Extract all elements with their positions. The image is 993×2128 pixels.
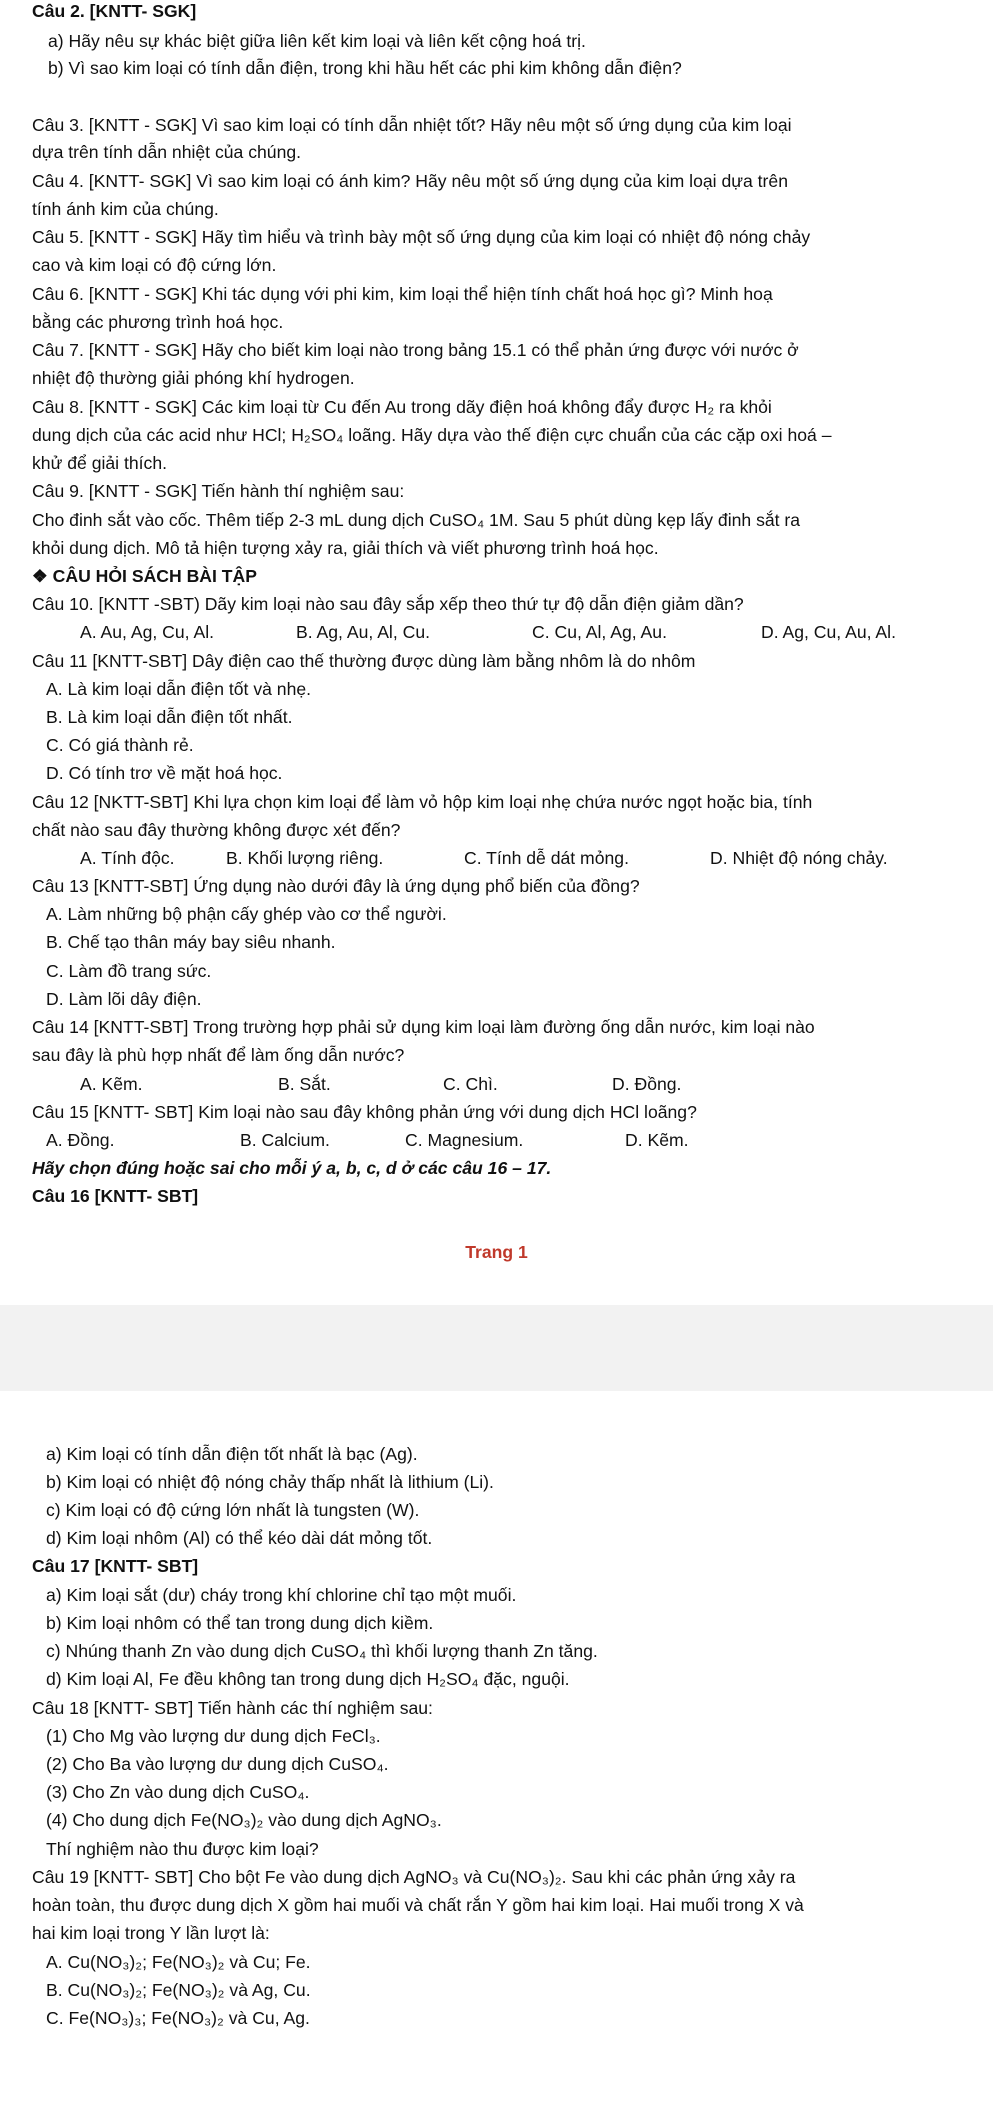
q8-line-3: khử để giải thích.: [32, 453, 168, 473]
page-footer: Trang 1: [465, 1242, 528, 1262]
section-heading-sbt: ❖ CÂU HỎI SÁCH BÀI TẬP: [32, 566, 257, 586]
q13-option-a: A. Làm những bộ phận cấy ghép vào cơ thể người.: [46, 904, 447, 924]
q4-line-2: tính ánh kim của chúng.: [32, 199, 219, 219]
q8-line-2: dung dịch của các acid như HCl; H₂SO₄ loãng. Hãy dựa vào thế điện cực chuẩn của các cặp oxi hoá –: [32, 425, 832, 445]
q12-option-c: C. Tính dễ dát mỏng.: [464, 848, 629, 868]
q7-line-1: Câu 7. [KNTT - SGK] Hãy cho biết kim loại nào trong bảng 15.1 có thể phản ứng được với nước ở: [32, 340, 799, 360]
q5-line-1: Câu 5. [KNTT - SGK] Hãy tìm hiểu và trình bày một số ứng dụng của kim loại có nhiệt độ nóng chảy: [32, 227, 811, 247]
q10-stem: Câu 10. [KNTT -SBT) Dãy kim loại nào sau đây sắp xếp theo thứ tự độ dẫn điện giảm dần?: [32, 594, 744, 614]
q17-heading: Câu 17 [KNTT- SBT]: [32, 1556, 199, 1576]
q14-option-a: A. Kẽm.: [80, 1074, 143, 1094]
q19-option-a: A. Cu(NO₃)₂; Fe(NO₃)₂ và Cu; Fe.: [46, 1952, 311, 1972]
true-false-instruction: Hãy chọn đúng hoặc sai cho mỗi ý a, b, c, d ở các câu 16 – 17.: [32, 1158, 552, 1178]
q15-option-c: C. Magnesium.: [405, 1130, 524, 1150]
q12-option-a: A. Tính độc.: [80, 848, 175, 868]
q10-option-c: C. Cu, Al, Ag, Au.: [532, 622, 667, 642]
q11-stem: Câu 11 [KNTT-SBT] Dây điện cao thế thường được dùng làm bằng nhôm là do nhôm: [32, 651, 696, 671]
q11-option-b: B. Là kim loại dẫn điện tốt nhất.: [46, 707, 293, 727]
page-2: [0, 1391, 993, 2128]
q16-item-a: a) Kim loại có tính dẫn điện tốt nhất là bạc (Ag).: [46, 1444, 418, 1464]
q13-option-d: D. Làm lõi dây điện.: [46, 989, 202, 1009]
q15-option-b: B. Calcium.: [240, 1130, 330, 1150]
q12-option-d: D. Nhiệt độ nóng chảy.: [710, 848, 888, 868]
q15-option-d: D. Kẽm.: [625, 1130, 689, 1150]
q9-line-1: Cho đinh sắt vào cốc. Thêm tiếp 2-3 mL dung dịch CuSO₄ 1M. Sau 5 phút dùng kẹp lấy đinh sắt ra: [32, 510, 801, 530]
q10-option-a: A. Au, Ag, Cu, Al.: [80, 622, 214, 642]
q18-item-1: (1) Cho Mg vào lượng dư dung dịch FeCl₃.: [46, 1726, 381, 1746]
q16-item-c: c) Kim loại có độ cứng lớn nhất là tungsten (W).: [46, 1500, 420, 1520]
q8-line-1: Câu 8. [KNTT - SGK] Các kim loại từ Cu đến Au trong dãy điện hoá không đẩy được H₂ ra khỏi: [32, 397, 772, 417]
q12-option-b: B. Khối lượng riêng.: [226, 848, 384, 868]
q14-option-b: B. Sắt.: [278, 1074, 331, 1094]
q7-line-2: nhiệt độ thường giải phóng khí hydrogen.: [32, 368, 355, 388]
q11-option-d: D. Có tính trơ về mặt hoá học.: [46, 763, 283, 783]
q3-line-2: dựa trên tính dẫn nhiệt của chúng.: [32, 142, 302, 162]
q11-option-a: A. Là kim loại dẫn điện tốt và nhẹ.: [46, 679, 312, 699]
q4-line-1: Câu 4. [KNTT- SGK] Vì sao kim loại có ánh kim? Hãy nêu một số ứng dụng của kim loại dựa trên: [32, 171, 788, 191]
q16-item-d: d) Kim loại nhôm (Al) có thể kéo dài dát mỏng tốt.: [46, 1528, 433, 1548]
q13-option-c: C. Làm đồ trang sức.: [46, 961, 212, 981]
q14-option-c: C. Chì.: [443, 1074, 498, 1094]
q19-option-c: C. Fe(NO₃)₃; Fe(NO₃)₂ và Cu, Ag.: [46, 2008, 310, 2028]
q12-stem-2: chất nào sau đây thường không được xét đến?: [32, 820, 401, 840]
q5-line-2: cao và kim loại có độ cứng lớn.: [32, 255, 277, 275]
q18-item-2: (2) Cho Ba vào lượng dư dung dịch CuSO₄.: [46, 1754, 389, 1774]
q6-line-2: bằng các phương trình hoá học.: [32, 312, 284, 332]
page-separator: [0, 1305, 993, 1391]
q18-stem: Câu 18 [KNTT- SBT] Tiến hành các thí nghiệm sau:: [32, 1698, 433, 1718]
q9-heading: Câu 9. [KNTT - SGK] Tiến hành thí nghiệm sau:: [32, 481, 405, 501]
q2-heading: Câu 2. [KNTT- SGK]: [32, 1, 197, 21]
q9-line-2: khỏi dung dịch. Mô tả hiện tượng xảy ra, giải thích và viết phương trình hoá học.: [32, 538, 659, 558]
q16-item-b: b) Kim loại có nhiệt độ nóng chảy thấp nhất là lithium (Li).: [46, 1472, 494, 1492]
q18-item-4: (4) Cho dung dịch Fe(NO₃)₂ vào dung dịch AgNO₃.: [46, 1810, 442, 1830]
q10-option-b: B. Ag, Au, Al, Cu.: [296, 622, 430, 642]
q2-item-b: b) Vì sao kim loại có tính dẫn điện, trong khi hầu hết các phi kim không dẫn điện?: [48, 58, 682, 78]
q6-line-1: Câu 6. [KNTT - SGK] Khi tác dụng với phi kim, kim loại thể hiện tính chất hoá học gì? Minh hoạ: [32, 284, 773, 304]
q14-stem-1: Câu 14 [KNTT-SBT] Trong trường hợp phải sử dụng kim loại làm đường ống dẫn nước, kim loại nào: [32, 1017, 815, 1037]
q15-stem: Câu 15 [KNTT- SBT] Kim loại nào sau đây không phản ứng với dung dịch HCl loãng?: [32, 1102, 697, 1122]
q19-stem-1: Câu 19 [KNTT- SBT] Cho bột Fe vào dung dịch AgNO₃ và Cu(NO₃)₂. Sau khi các phản ứng xảy ra: [32, 1867, 796, 1887]
q15-option-a: A. Đồng.: [46, 1130, 115, 1150]
q2-item-a: a) Hãy nêu sự khác biệt giữa liên kết kim loại và liên kết cộng hoá trị.: [48, 31, 586, 51]
q13-option-b: B. Chế tạo thân máy bay siêu nhanh.: [46, 932, 336, 952]
q14-option-d: D. Đồng.: [612, 1074, 682, 1094]
q17-item-d: d) Kim loại Al, Fe đều không tan trong dung dịch H₂SO₄ đặc, nguội.: [46, 1669, 570, 1689]
q3-line-1: Câu 3. [KNTT - SGK] Vì sao kim loại có tính dẫn nhiệt tốt? Hãy nêu một số ứng dụng của kim loại: [32, 115, 792, 135]
q17-item-a: a) Kim loại sắt (dư) cháy trong khí chlorine chỉ tạo một muối.: [46, 1585, 517, 1605]
q13-stem: Câu 13 [KNTT-SBT] Ứng dụng nào dưới đây là ứng dụng phổ biến của đồng?: [32, 876, 640, 896]
q19-stem-3: hai kim loại trong Y lần lượt là:: [32, 1923, 270, 1943]
q10-option-d: D. Ag, Cu, Au, Al.: [761, 622, 896, 642]
q17-item-c: c) Nhúng thanh Zn vào dung dịch CuSO₄ thì khối lượng thanh Zn tăng.: [46, 1641, 598, 1661]
q12-stem-1: Câu 12 [NKTT-SBT] Khi lựa chọn kim loại để làm vỏ hộp kim loại nhẹ chứa nước ngọt hoặc bia, tính: [32, 792, 813, 812]
q16-heading: Câu 16 [KNTT- SBT]: [32, 1186, 199, 1206]
q17-item-b: b) Kim loại nhôm có thể tan trong dung dịch kiềm.: [46, 1613, 434, 1633]
q19-option-b: B. Cu(NO₃)₂; Fe(NO₃)₂ và Ag, Cu.: [46, 1980, 311, 2000]
q18-item-3: (3) Cho Zn vào dung dịch CuSO₄.: [46, 1782, 310, 1802]
q14-stem-2: sau đây là phù hợp nhất để làm ống dẫn nước?: [32, 1045, 405, 1065]
q11-option-c: C. Có giá thành rẻ.: [46, 735, 194, 755]
q18-question: Thí nghiệm nào thu được kim loại?: [46, 1839, 319, 1859]
q19-stem-2: hoàn toàn, thu được dung dịch X gồm hai muối và chất rắn Y gồm hai kim loại. Hai muối trong X và: [32, 1895, 804, 1915]
